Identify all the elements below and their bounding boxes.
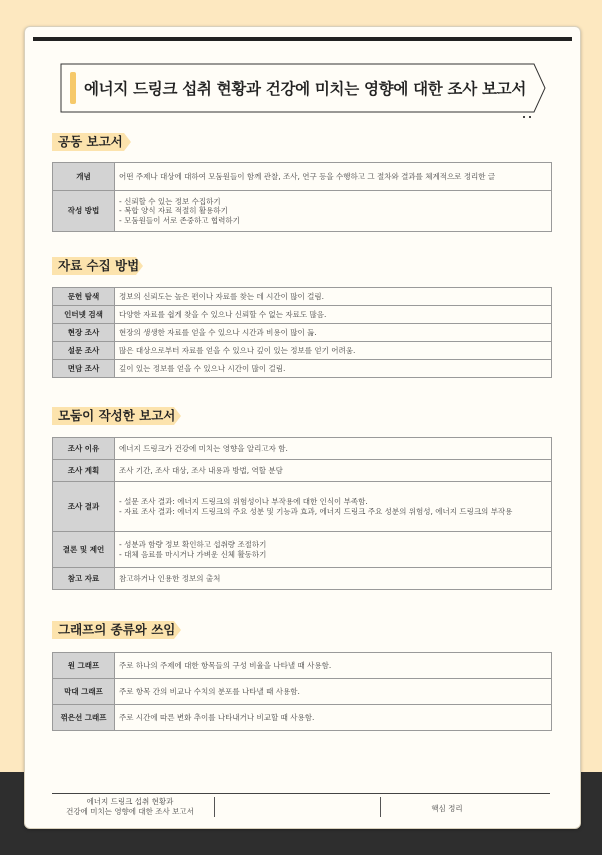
table-row xyxy=(53,679,552,705)
section-heading-group-report: 모둠이 작성한 보고서 xyxy=(52,405,182,427)
row-label: 문헌 탐색 xyxy=(53,288,115,306)
bullet-line: - 신뢰할 수 있는 정보 수집하기 xyxy=(119,196,221,206)
row-label: 작성 방법 xyxy=(53,191,115,232)
table-group-report xyxy=(52,437,552,590)
row-label: 설문 조사 xyxy=(53,342,115,360)
table-row xyxy=(53,438,552,460)
footer-separator xyxy=(214,797,215,817)
row-label: 인터넷 검색 xyxy=(53,306,115,324)
bullet-line: - 성분과 함량 정보 확인하고 섭취량 조절하기 xyxy=(119,540,267,550)
bullet-line: - 대체 음료를 마시거나 가벼운 신체 활동하기 xyxy=(119,549,267,559)
row-label: 조사 결과 xyxy=(53,482,115,532)
section-heading-graph-types: 그래프의 종류와 쓰임 xyxy=(52,619,182,641)
row-label: 조사 계획 xyxy=(53,460,115,482)
table-row xyxy=(53,705,552,731)
row-label: 개념 xyxy=(53,163,115,191)
footer-separator xyxy=(380,797,381,817)
section-heading-data-collection: 자료 수집 방법 xyxy=(52,255,144,277)
row-bullets xyxy=(115,482,552,532)
bullet-line: - 설문 조사 결과: 에너지 드링크의 위험성이나 부작용에 대한 인식이 부족함. xyxy=(119,497,368,507)
row-text: 주로 항목 간의 비교나 수치의 분포를 나타낼 때 사용함. xyxy=(115,679,552,705)
row-label: 참고 자료 xyxy=(53,568,115,590)
bullet-line: - 자료 조사 결과: 에너지 드링크의 주요 성분 및 기능과 효과, 에너지 드링크 주요 성분의 위험성, 에너지 드링크의 부작용 xyxy=(119,506,513,516)
table-joint-report xyxy=(52,162,552,232)
table-graph-types xyxy=(52,652,552,731)
row-text: 조사 기간, 조사 대상, 조사 내용과 방법, 역할 분담 xyxy=(115,460,552,482)
table-row xyxy=(53,306,552,324)
title-banner xyxy=(58,63,546,113)
bullet-line: - 모둠원들이 서로 존중하고 협력하기 xyxy=(119,215,240,225)
bullet-line: - 복합 양식 자료 적절히 활용하기 xyxy=(119,206,228,216)
row-text: 참고하거나 인용한 정보의 출처 xyxy=(115,568,552,590)
row-text: 주로 시간에 따른 변화 추이를 나타내거나 비교할 때 사용함. xyxy=(115,705,552,731)
row-label: 면담 조사 xyxy=(53,360,115,378)
decor-dot xyxy=(529,116,531,118)
worksheet-page xyxy=(24,26,581,829)
footer-document-title xyxy=(47,797,213,817)
row-label: 현장 조사 xyxy=(53,324,115,342)
table-row xyxy=(53,324,552,342)
footer-title-line: 에너지 드링크 섭취 현황과 xyxy=(86,797,174,806)
decor-dot xyxy=(523,116,525,118)
footer-rule xyxy=(52,793,550,794)
row-text: 에너지 드링크가 건강에 미치는 영향을 알리고자 함. xyxy=(115,438,552,460)
table-row xyxy=(53,360,552,378)
table-row xyxy=(53,482,552,532)
row-bullets xyxy=(115,532,552,568)
footer-title-line: 건강에 미치는 영향에 대한 조사 보고서 xyxy=(66,806,194,816)
table-row xyxy=(53,653,552,679)
row-label: 막대 그래프 xyxy=(53,679,115,705)
page-title: 에너지 드링크 섭취 현황과 건강에 미치는 영향에 대한 조사 보고서 xyxy=(83,80,527,98)
row-text: 많은 대상으로부터 자료를 얻을 수 있으나 깊이 있는 정보를 얻기 어려움. xyxy=(115,342,552,360)
row-label: 꺾은선 그래프 xyxy=(53,705,115,731)
title-accent-bar xyxy=(70,72,76,104)
row-text: 정보의 신뢰도는 높은 편이나 자료를 찾는 데 시간이 많이 걸림. xyxy=(115,288,552,306)
row-text: 현장의 생생한 자료를 얻을 수 있으나 시간과 비용이 많이 듦. xyxy=(115,324,552,342)
row-label: 결론 및 제언 xyxy=(53,532,115,568)
table-row xyxy=(53,460,552,482)
table-data-collection xyxy=(52,287,552,378)
footer-section-label: 핵심 정리 xyxy=(431,804,463,813)
table-row xyxy=(53,342,552,360)
top-rule xyxy=(33,37,572,41)
row-label: 원 그래프 xyxy=(53,653,115,679)
row-text: 주로 하나의 주제에 대한 항목들의 구성 비율을 나타낼 때 사용함. xyxy=(115,653,552,679)
section-heading-joint-report: 공동 보고서 xyxy=(52,131,132,153)
table-row xyxy=(53,163,552,191)
row-text: 어떤 주제나 대상에 대하여 모둠원들이 함께 관찰, 조사, 연구 등을 수행하고 그 절차와 결과를 체계적으로 정리한 글 xyxy=(115,163,552,191)
row-text: 다양한 자료를 쉽게 찾을 수 있으나 신뢰할 수 없는 자료도 많음. xyxy=(115,306,552,324)
row-bullets xyxy=(115,191,552,232)
table-row xyxy=(53,532,552,568)
table-row xyxy=(53,288,552,306)
table-row xyxy=(53,191,552,232)
table-row xyxy=(53,568,552,590)
row-text: 깊이 있는 정보를 얻을 수 있으나 시간이 많이 걸림. xyxy=(115,360,552,378)
row-label: 조사 이유 xyxy=(53,438,115,460)
